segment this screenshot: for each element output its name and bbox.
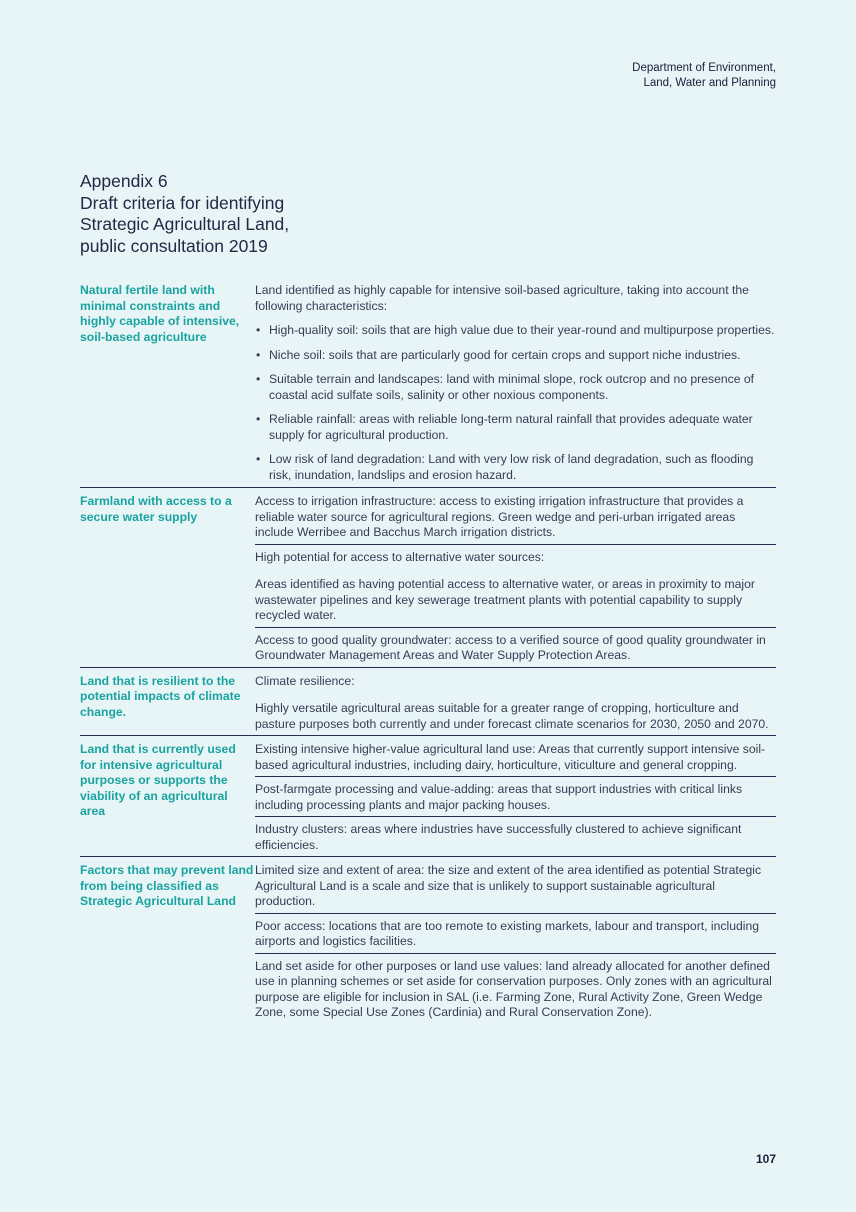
criteria-label: Factors that may prevent land from being classified as Strategic Agricultural Land (80, 863, 254, 908)
criteria-cell: Access to irrigation infrastructure: access to existing irrigation infrastructure that provides a reliable water source for agricultural regions. Green wedge and peri-urban irrigated areas include Werribee and Bacchus March irrigation districts. (255, 494, 744, 539)
bullet-text: Niche soil: soils that are particularly good for certain crops and support niche industries. (269, 347, 741, 362)
criteria-cell-body: Areas identified as having potential access to alternative water, or areas in proximity to major wastewater pipelines and key sewerage treatment plants with potential capability to supply recycled water. (255, 577, 755, 622)
criteria-cell: Poor access: locations that are too remote to existing markets, labour and transport, including airports and logistics facilities. (255, 913, 776, 953)
criteria-cell-heading: Climate resilience: (255, 673, 355, 688)
bullet-item (255, 452, 776, 483)
bullet-text: High-quality soil: soils that are high value due to their year-round and multipurpose properties. (269, 323, 775, 337)
criteria-cells (255, 668, 776, 736)
title-line1: Appendix 6 (80, 171, 168, 191)
criteria-row (80, 857, 776, 1024)
page-title (80, 171, 480, 257)
criteria-cell (255, 544, 776, 627)
department-name-line2: Land, Water and Planning (643, 77, 776, 89)
bullet-icon: • (256, 372, 261, 386)
bullet-icon: • (256, 347, 261, 362)
criteria-row (80, 488, 776, 668)
criteria-intro: Land identified as highly capable for intensive soil-based agriculture, taking into account the following characteristics: (255, 283, 749, 313)
bullet-icon: • (256, 452, 261, 466)
title-line2: Draft criteria for identifying (80, 192, 285, 213)
criteria-row (80, 668, 776, 737)
criteria-row (80, 280, 776, 488)
bullet-item (255, 372, 776, 403)
criteria-cells (255, 857, 776, 1024)
criteria-label: Land that is resilient to the potential impacts of climate change. (80, 673, 241, 719)
criteria-row (80, 736, 776, 857)
criteria-cells (255, 736, 776, 856)
bullet-text: Reliable rainfall: areas with reliable long-term natural rainfall that provides adequate water supply for agricultural production. (269, 412, 753, 442)
criteria-cell: Existing intensive higher-value agricultural land use: Areas that currently support intensive soil-based agricultural industries, including dairy, horticulture, viticulture and general cropping. (255, 742, 766, 772)
bullet-item (255, 323, 776, 339)
bullet-item (255, 412, 776, 443)
criteria-cell (255, 280, 776, 487)
department-name-line1: Department of Environment, (632, 62, 776, 74)
page-header (632, 61, 776, 91)
bullet-icon: • (256, 323, 261, 337)
criteria-cells (255, 488, 776, 667)
bullet-text: Low risk of land degradation: Land with very low risk of land degradation, such as flooding risk, inundation, landslips and erosion hazard. (269, 452, 754, 482)
criteria-cell-body: Highly versatile agricultural areas suitable for a greater range of cropping, horticulture and pasture purposes both currently and under forecast climate scenarios for 2030, 2050 and 2070. (255, 701, 769, 731)
criteria-cells (255, 280, 776, 487)
page-number: 107 (755, 1152, 776, 1166)
criteria-label: Natural fertile land with minimal constraints and highly capable of intensive, soil-based agriculture (80, 283, 240, 344)
criteria-cell (255, 668, 776, 736)
title-line3: Strategic Agricultural Land, (80, 214, 290, 234)
criteria-cell: Limited size and extent of area: the size and extent of the area identified as potential Strategic Agricultural Land is a scale and size that is unlikely to support sustainable agricultural production. (255, 863, 762, 908)
criteria-label: Land that is currently used for intensive agricultural purposes or supports the viability of an agricultural area (80, 742, 236, 818)
criteria-label: Farmland with access to a secure water supply (80, 494, 232, 524)
criteria-table (80, 280, 776, 1024)
title-line4: public consultation 2019 (80, 235, 268, 256)
bullet-text: Suitable terrain and landscapes: land with minimal slope, rock outcrop and no presence of coastal acid sulfate soils, salinity or other noxious components. (269, 372, 755, 402)
criteria-cell-heading: High potential for access to alternative water sources: (255, 549, 545, 564)
criteria-cell: Access to good quality groundwater: access to a verified source of good quality groundwater in Groundwater Management Areas and Water Supply Protection Areas. (255, 627, 776, 667)
criteria-cell: Post-farmgate processing and value-adding: areas that support industries with critical links including processing plants and major packing houses. (255, 776, 776, 816)
bullet-icon: • (256, 412, 261, 426)
criteria-cell: Land set aside for other purposes or land use values: land already allocated for another defined use in planning schemes or set aside for conservation purposes. Only zones with an agricultural purpose are eligible for inclusion in SAL (i.e. Farming Zone, Rural Activity Zone, Green Wedge Zone, some Special Use Zones (Cardinia) and Rural Conservation Zone). (255, 953, 776, 1024)
criteria-cell: Industry clusters: areas where industries have successfully clustered to achieve significant efficiencies. (255, 816, 776, 856)
bullet-item (255, 348, 776, 364)
